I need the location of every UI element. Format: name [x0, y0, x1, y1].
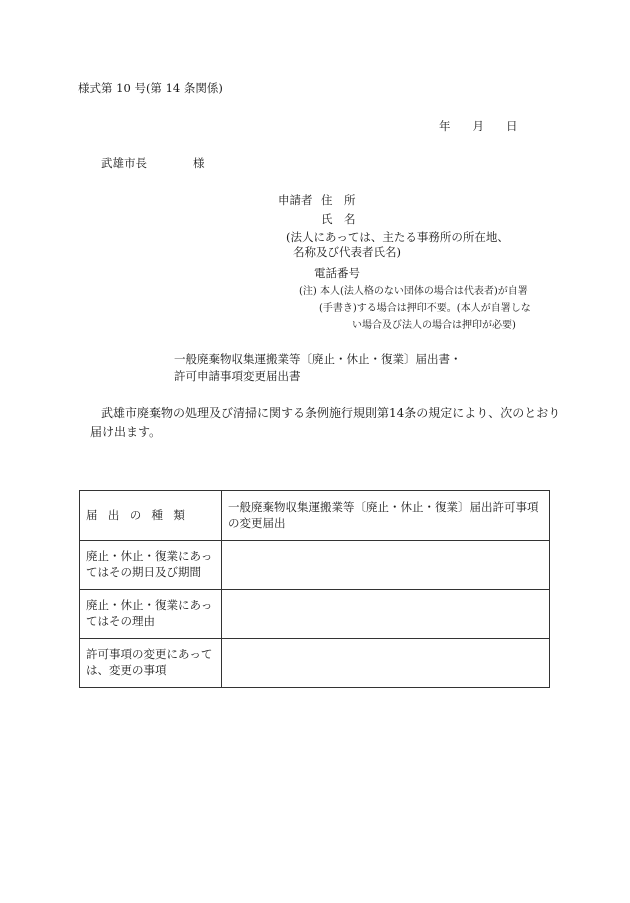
date-year-label: 年: [439, 119, 451, 133]
seal-note-line1: (注) 本人(法人格のない団体の場合は代表者)が自署: [299, 286, 528, 297]
addressee: [101, 156, 205, 171]
change-details-label: 許可事項の変更にあっては、変更の事項: [80, 639, 222, 688]
document-title-line1: 一般廃棄物収集運搬業等〔廃止・休止・復業〕届出書・: [174, 352, 462, 366]
table-row: [80, 491, 550, 541]
phone-label: 電話番号: [314, 266, 360, 280]
body-text-line2: 届け出ます。: [90, 425, 162, 439]
addressee-name: 武雄市長: [101, 156, 147, 170]
corporation-note-line1: (法人にあっては、主たる事務所の所在地、: [286, 230, 509, 244]
date-period-field[interactable]: [222, 541, 550, 590]
addressee-honorific: 様: [193, 156, 205, 170]
table-row: [80, 541, 550, 590]
notification-type-value: 一般廃棄物収集運搬業等〔廃止・休止・復業〕届出許可事項の変更届出: [222, 491, 550, 541]
date-month-label: 月: [472, 119, 484, 133]
notification-table: [79, 490, 550, 688]
notification-type-label-text: 届出の種類: [86, 507, 196, 522]
seal-note-line3: い場合及び法人の場合は押印が必要): [352, 320, 516, 331]
table-row: [80, 590, 550, 639]
address-label: 住 所: [321, 193, 356, 207]
corporation-note-line2: 名称及び代表者氏名): [293, 245, 401, 259]
form-number: 様式第 10 号(第 14 条関係): [78, 81, 223, 95]
body-text-line1: 武雄市廃棄物の処理及び清掃に関する条例施行規則第14条の規定により、次のとおり: [101, 406, 561, 420]
applicant-label: 申請者: [278, 193, 313, 207]
seal-note-line2: (手書き)する場合は押印不要。(本人が自署しな: [319, 303, 531, 314]
notification-type-label: [80, 491, 222, 541]
document-title-line2: 許可申請事項変更届出書: [174, 369, 301, 383]
date-line: [439, 119, 518, 134]
table-row: [80, 639, 550, 688]
name-label: 氏 名: [321, 212, 356, 226]
change-details-field[interactable]: [222, 639, 550, 688]
date-period-label: 廃止・休止・復業にあってはその期日及び期間: [80, 541, 222, 590]
date-day-label: 日: [506, 119, 518, 133]
reason-label: 廃止・休止・復業にあってはその理由: [80, 590, 222, 639]
reason-field[interactable]: [222, 590, 550, 639]
